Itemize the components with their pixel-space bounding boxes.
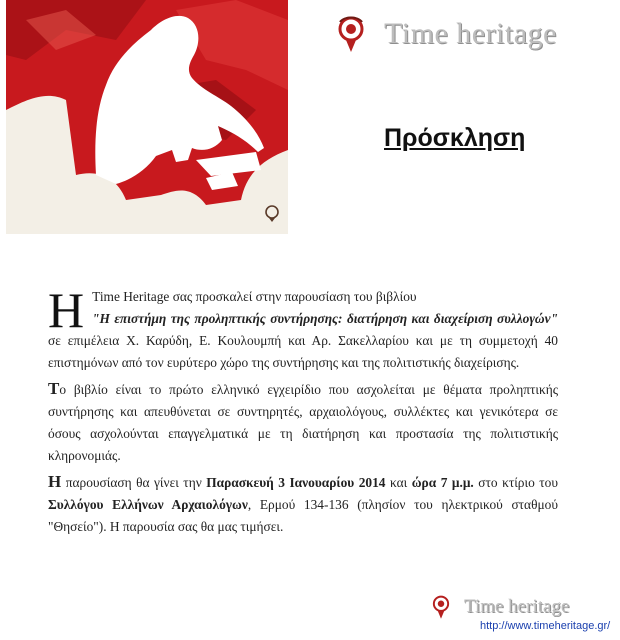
book-title: "Η επιστήμη της προληπτικής συντήρησης: διατήρηση και διαχείριση συλλογών" (92, 311, 558, 326)
description-paragraph (48, 378, 558, 467)
paragraph-lead-letter: Η (48, 472, 62, 491)
event-text: στο κτίριο του (473, 475, 558, 490)
event-text: παρουσίαση θα γίνει την (61, 475, 207, 490)
event-time: ώρα 7 μ.μ. (411, 475, 474, 490)
website-link[interactable]: http://www.timeheritage.gr/ (480, 620, 611, 632)
event-venue: Συλλόγου Ελλήνων Αρχαιολόγων (48, 497, 248, 512)
intro-text: Time Heritage σας προσκαλεί στην παρουσίαση του βιβλίου (92, 289, 417, 304)
time-heritage-logo-icon (334, 14, 368, 54)
brand-name: Time heritage (384, 17, 557, 50)
intro-paragraph (48, 282, 558, 374)
book-cover-image (6, 0, 288, 234)
dropcap-letter: Η (48, 282, 85, 338)
brand-header (334, 14, 557, 54)
event-date: Παρασκευή 3 Ιανουαρίου 2014 (206, 475, 386, 490)
paragraph-lead-letter: Τ (48, 379, 60, 398)
event-text: και (385, 475, 412, 490)
description-text: ο βιβλίο είναι το πρώτο ελληνικό εγχειρίδιο που ασχολείται με θέματα προληπτικής συντήρησης και απευθύνεται σε συντηρητές, αρχαιολόγους, συλλέκτες και γενικότερα σε όσους ασχολούνται επαγγελματικά με τη διατήρηση και προστασία της πολιτιστικής κληρονομιάς. (48, 382, 558, 463)
event-text: , Ερμού 134-136 (πλησίον του ηλεκτρικού σταθμού "Θησείο"). Η παρουσία σας θα μας τιμήσει. (48, 497, 558, 534)
event-details-paragraph (48, 471, 558, 538)
intro-text-continued: σε επιμέλεια Χ. Καρύδη, Ε. Κουλουμπή και Αρ. Σακελλαρίου και με τη συμμετοχή 40 επιστημόνων από τον ευρύτερο χώρο της συντήρησης και της πολιτιστικής διαχείρισης. (48, 333, 558, 370)
time-heritage-logo-icon (428, 594, 454, 620)
footer-brand-name: Time heritage (464, 596, 570, 617)
invitation-title: Πρόσκληση (384, 124, 526, 152)
footer-brand (428, 594, 569, 620)
invitation-body (48, 282, 558, 542)
